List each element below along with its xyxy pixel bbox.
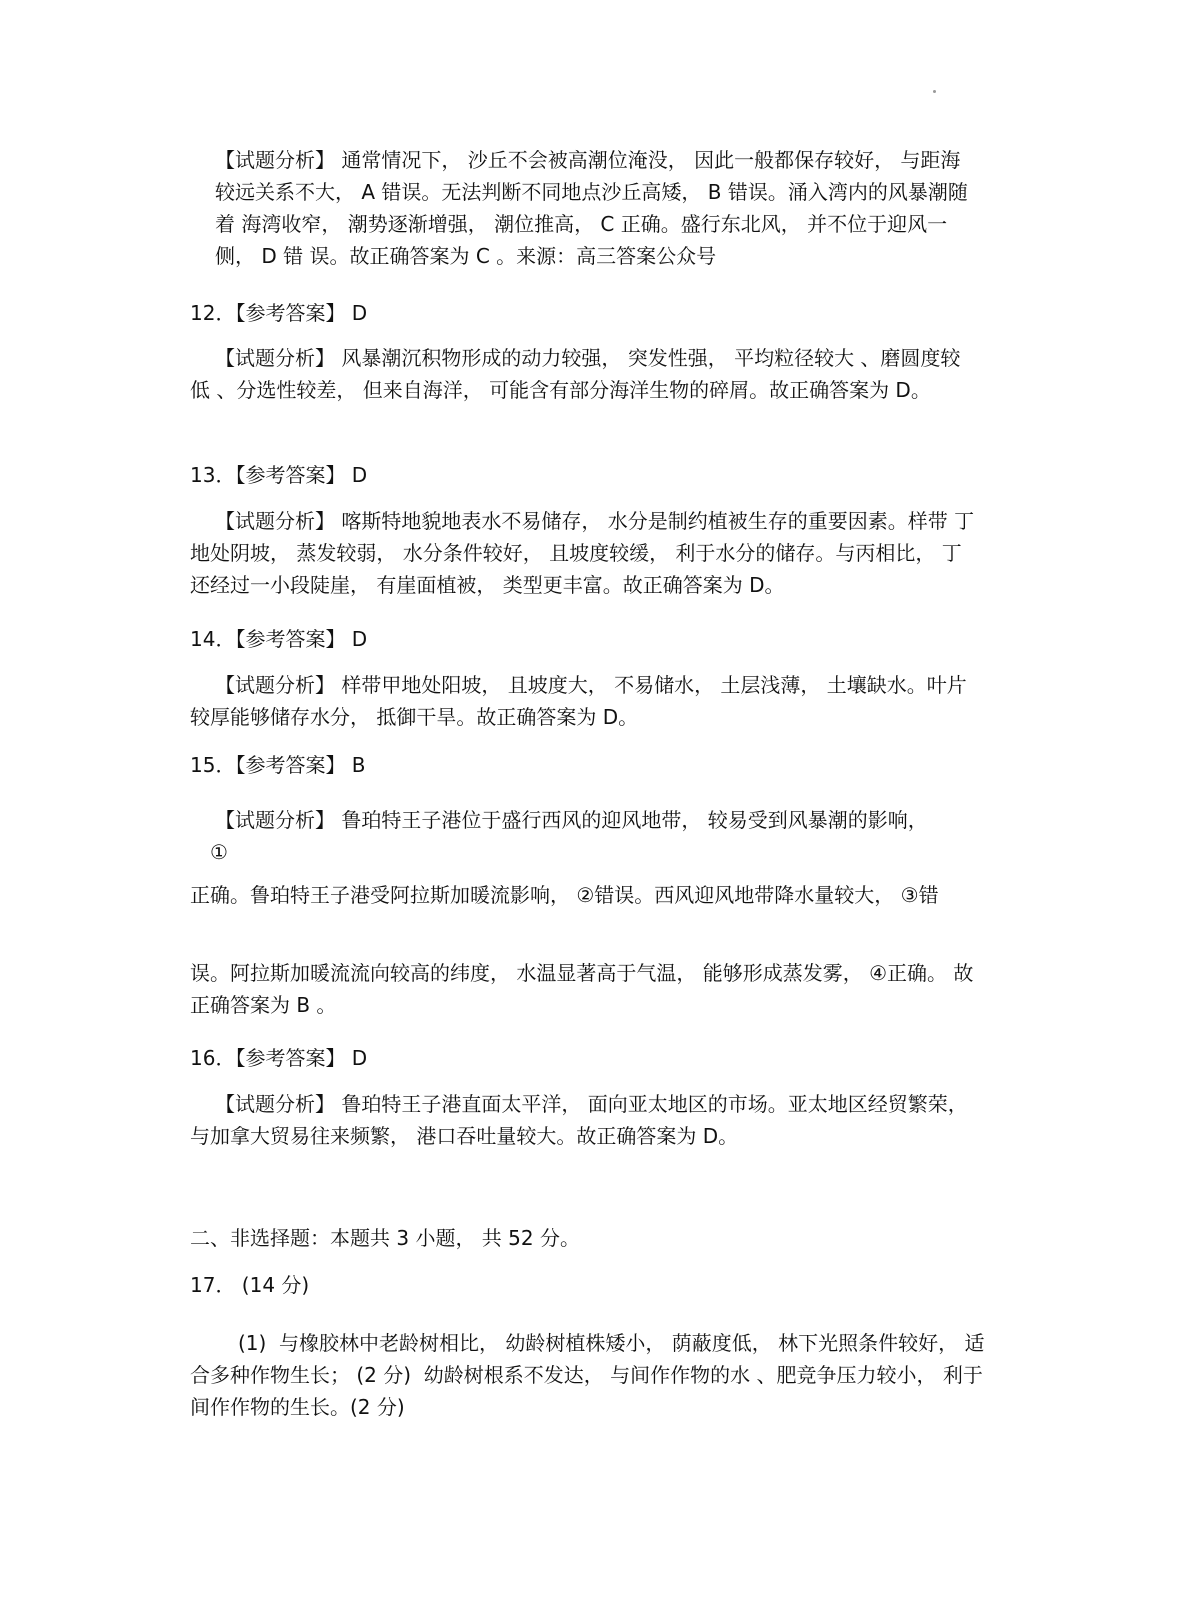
analysis-paragraph: 正确。鲁珀特王子港受阿拉斯加暖流影响， ②错误。西风迎风地带降水量较大， ③错 bbox=[190, 883, 939, 907]
analysis-paragraph: 【试题分析】 喀斯特地貌地表水不易储存， 水分是制约植被生存的重要因素。样带 丁地处阴坡， 蒸发较弱， 水分条件较好， 且坡度较缓， 利于水分的储存。与丙相比， 丁还经过一小段陡崖， 有崖面植被， 类型更丰富。故正确答案为 D。 bbox=[190, 509, 975, 597]
circled-number: ① bbox=[210, 840, 228, 864]
section-heading: 二、非选择题：本题共 3 小题， 共 52 分。 bbox=[190, 1226, 580, 1250]
page-mark bbox=[933, 90, 936, 93]
analysis-paragraph: 误。阿拉斯加暖流流向较高的纬度， 水温显著高于气温， 能够形成蒸发雾， ④正确。 故正确答案为 B 。 bbox=[190, 961, 974, 1017]
answer-heading: 15．【参考答案】 B bbox=[190, 753, 366, 777]
answer-heading: 16．【参考答案】 D bbox=[190, 1046, 368, 1070]
answer-heading: 12．【参考答案】 D bbox=[190, 301, 368, 325]
answer-paragraph: (1) 与橡胶林中老龄树相比， 幼龄树植株矮小， 荫蔽度低， 林下光照条件较好， 适合多种作物生长； (2 分) 幼龄树根系不发达， 与间作作物的水 、肥竞争压力较小， 利于间作作物的生长。(2 分) bbox=[190, 1331, 985, 1419]
answer-heading: 14．【参考答案】 D bbox=[190, 627, 368, 651]
analysis-paragraph: 【试题分析】 风暴潮沉积物形成的动力较强， 突发性强， 平均粒径较大 、磨圆度较 低 、分选性较差， 但来自海洋， 可能含有部分海洋生物的碎屑。故正确答案为 D。 bbox=[190, 346, 967, 402]
answer-heading: 13．【参考答案】 D bbox=[190, 463, 368, 487]
analysis-paragraph: 【试题分析】 样带甲地处阳坡， 且坡度大， 不易储水， 土层浅薄， 土壤缺水。叶片 较厚能够储存水分， 抵御干旱。故正确答案为 D。 bbox=[190, 673, 974, 729]
analysis-paragraph: 【试题分析】 鲁珀特王子港直面太平洋， 面向亚太地区的市场。亚太地区经贸繁荣， 与加拿大贸易往来频繁， 港口吞吐量较大。故正确答案为 D。 bbox=[190, 1092, 975, 1148]
question-heading: 17． (14 分) bbox=[190, 1273, 310, 1297]
analysis-paragraph: 【试题分析】 通常情况下， 沙丘不会被高潮位淹没， 因此一般都保存较好， 与距海 较远关系不大， A 错误。无法判断不同地点沙丘高矮， B 错误。涌入湾内的风暴潮随着 海湾收窄， 潮势逐渐增强， 潮位推高， C 正确。盛行东北风， 并不位于迎风一侧， D 错 误。故正确答案为 C 。来源：高三答案公众号 bbox=[215, 148, 968, 268]
analysis-paragraph: 【试题分析】 鲁珀特王子港位于盛行西风的迎风地带， 较易受到风暴潮的影响， bbox=[215, 808, 928, 832]
